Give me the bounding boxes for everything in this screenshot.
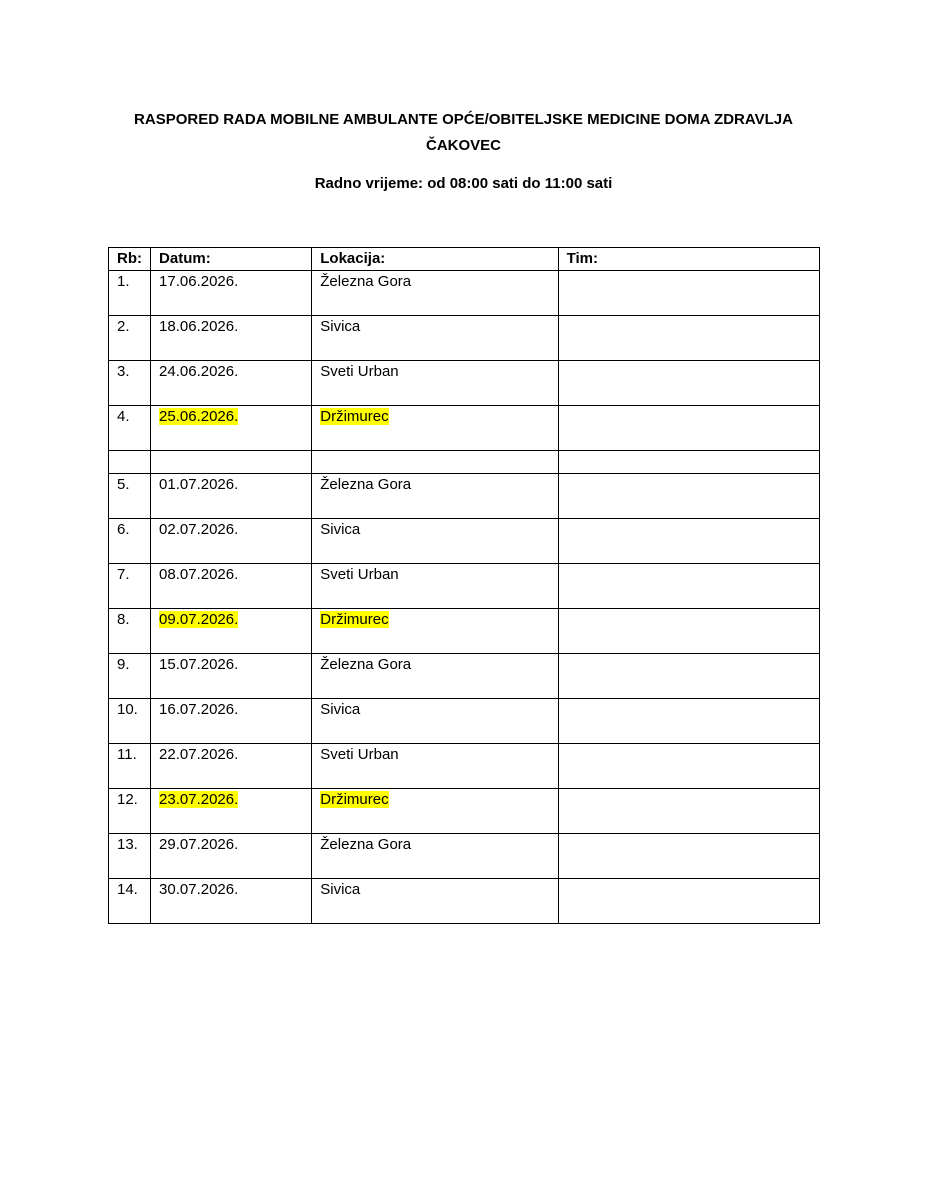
highlighted-lokacija: Držimurec xyxy=(320,408,389,425)
cell-datum: 29.07.2026. xyxy=(151,834,312,879)
cell-datum: 16.07.2026. xyxy=(151,699,312,744)
cell-rb: 4. xyxy=(109,406,151,451)
highlighted-datum: 23.07.2026. xyxy=(159,791,239,808)
table-row xyxy=(109,406,820,451)
cell-datum: 30.07.2026. xyxy=(151,879,312,924)
cell-datum xyxy=(151,406,312,451)
header-tim: Tim: xyxy=(558,248,819,271)
cell-rb: 2. xyxy=(109,316,151,361)
cell-lokacija: Železna Gora xyxy=(312,271,558,316)
cell-lokacija xyxy=(312,451,558,474)
cell-datum: 24.06.2026. xyxy=(151,361,312,406)
table-row xyxy=(109,699,820,744)
cell-tim xyxy=(558,609,819,654)
cell-rb: 12. xyxy=(109,789,151,834)
table-row xyxy=(109,789,820,834)
cell-datum: 08.07.2026. xyxy=(151,564,312,609)
cell-tim xyxy=(558,834,819,879)
cell-lokacija xyxy=(312,609,558,654)
cell-tim xyxy=(558,271,819,316)
cell-rb: 1. xyxy=(109,271,151,316)
cell-datum xyxy=(151,451,312,474)
table-row xyxy=(109,879,820,924)
cell-rb: 5. xyxy=(109,474,151,519)
cell-tim xyxy=(558,361,819,406)
highlighted-datum: 25.06.2026. xyxy=(159,408,239,425)
cell-datum: 15.07.2026. xyxy=(151,654,312,699)
cell-lokacija xyxy=(312,789,558,834)
cell-rb: 11. xyxy=(109,744,151,789)
cell-rb: 9. xyxy=(109,654,151,699)
cell-rb: 7. xyxy=(109,564,151,609)
cell-tim xyxy=(558,744,819,789)
cell-lokacija: Železna Gora xyxy=(312,834,558,879)
cell-tim xyxy=(558,474,819,519)
cell-tim xyxy=(558,789,819,834)
table-row xyxy=(109,474,820,519)
cell-datum: 17.06.2026. xyxy=(151,271,312,316)
table-row xyxy=(109,609,820,654)
highlighted-lokacija: Držimurec xyxy=(320,791,389,808)
table-row xyxy=(109,361,820,406)
cell-lokacija: Sveti Urban xyxy=(312,744,558,789)
cell-lokacija: Sivica xyxy=(312,519,558,564)
cell-lokacija: Sivica xyxy=(312,699,558,744)
cell-lokacija: Sivica xyxy=(312,879,558,924)
schedule-table-body xyxy=(109,271,820,924)
cell-tim xyxy=(558,451,819,474)
table-spacer-row xyxy=(109,451,820,474)
cell-lokacija: Sveti Urban xyxy=(312,564,558,609)
cell-datum: 22.07.2026. xyxy=(151,744,312,789)
schedule-table xyxy=(108,247,820,924)
cell-rb xyxy=(109,451,151,474)
table-row xyxy=(109,519,820,564)
table-row xyxy=(109,744,820,789)
table-row xyxy=(109,834,820,879)
document-title-line2: ČAKOVEC xyxy=(425,137,501,154)
cell-datum: 02.07.2026. xyxy=(151,519,312,564)
header-lokacija: Lokacija: xyxy=(312,248,558,271)
table-row xyxy=(109,654,820,699)
cell-rb: 10. xyxy=(109,699,151,744)
cell-tim xyxy=(558,564,819,609)
cell-tim xyxy=(558,519,819,564)
highlighted-lokacija: Držimurec xyxy=(320,611,389,628)
cell-lokacija xyxy=(312,406,558,451)
cell-tim xyxy=(558,316,819,361)
cell-tim xyxy=(558,654,819,699)
cell-tim xyxy=(558,879,819,924)
cell-lokacija: Železna Gora xyxy=(312,654,558,699)
table-row xyxy=(109,316,820,361)
cell-datum: 18.06.2026. xyxy=(151,316,312,361)
cell-rb: 6. xyxy=(109,519,151,564)
header-rb: Rb: xyxy=(109,248,151,271)
header-datum: Datum: xyxy=(151,248,312,271)
table-row xyxy=(109,271,820,316)
working-hours-subtitle: Radno vrijeme: od 08:00 sati do 11:00 sati xyxy=(314,175,613,192)
cell-lokacija: Železna Gora xyxy=(312,474,558,519)
cell-tim xyxy=(558,699,819,744)
cell-rb: 3. xyxy=(109,361,151,406)
table-header-row xyxy=(109,248,820,271)
cell-rb: 14. xyxy=(109,879,151,924)
cell-datum xyxy=(151,789,312,834)
cell-lokacija: Sivica xyxy=(312,316,558,361)
cell-rb: 13. xyxy=(109,834,151,879)
cell-rb: 8. xyxy=(109,609,151,654)
cell-datum: 01.07.2026. xyxy=(151,474,312,519)
document-title-line1: RASPORED RADA MOBILNE AMBULANTE OPĆE/OBITELJSKE MEDICINE DOMA ZDRAVLJA xyxy=(134,111,793,128)
cell-tim xyxy=(558,406,819,451)
cell-lokacija: Sveti Urban xyxy=(312,361,558,406)
highlighted-datum: 09.07.2026. xyxy=(159,611,239,628)
cell-datum xyxy=(151,609,312,654)
table-row xyxy=(109,564,820,609)
